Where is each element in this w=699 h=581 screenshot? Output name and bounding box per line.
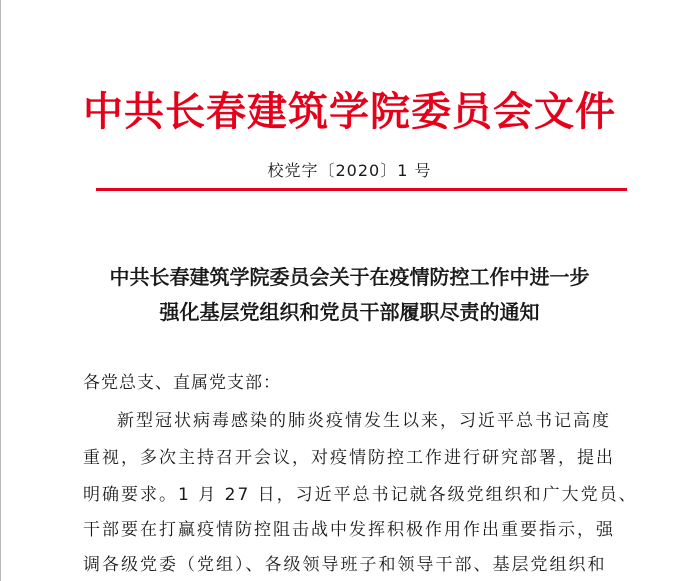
body-line-2: 重视，多次主持召开会议，对疫情防控工作进行研究部署，提出 [83, 448, 615, 468]
body-line-3: 明确要求。1 月 27 日，习近平总书记就各级党组织和广大党员、 [83, 485, 638, 505]
body-line-4: 干部要在打赢疫情防控阻击战中发挥积极作用作出重要指示，强 [83, 520, 615, 540]
body-line-5: 调各级党委（党组）、各级领导班子和领导干部、基层党组织和 [83, 555, 607, 575]
red-divider-rule [96, 188, 627, 191]
masthead-title: 中共长春建筑学院委员会文件 [83, 88, 616, 135]
notice-title-line-1: 中共长春建筑学院委员会关于在疫情防控工作中进一步 [109, 265, 590, 289]
body-line-1: 新型冠状病毒感染的肺炎疫情发生以来，习近平总书记高度 [117, 411, 611, 431]
salutation: 各党总支、直属党支部： [83, 373, 281, 393]
notice-title-line-2: 强化基层党组织和党员干部履职尽责的通知 [159, 300, 540, 324]
document-number: 校党字〔2020〕1 号 [267, 161, 432, 180]
